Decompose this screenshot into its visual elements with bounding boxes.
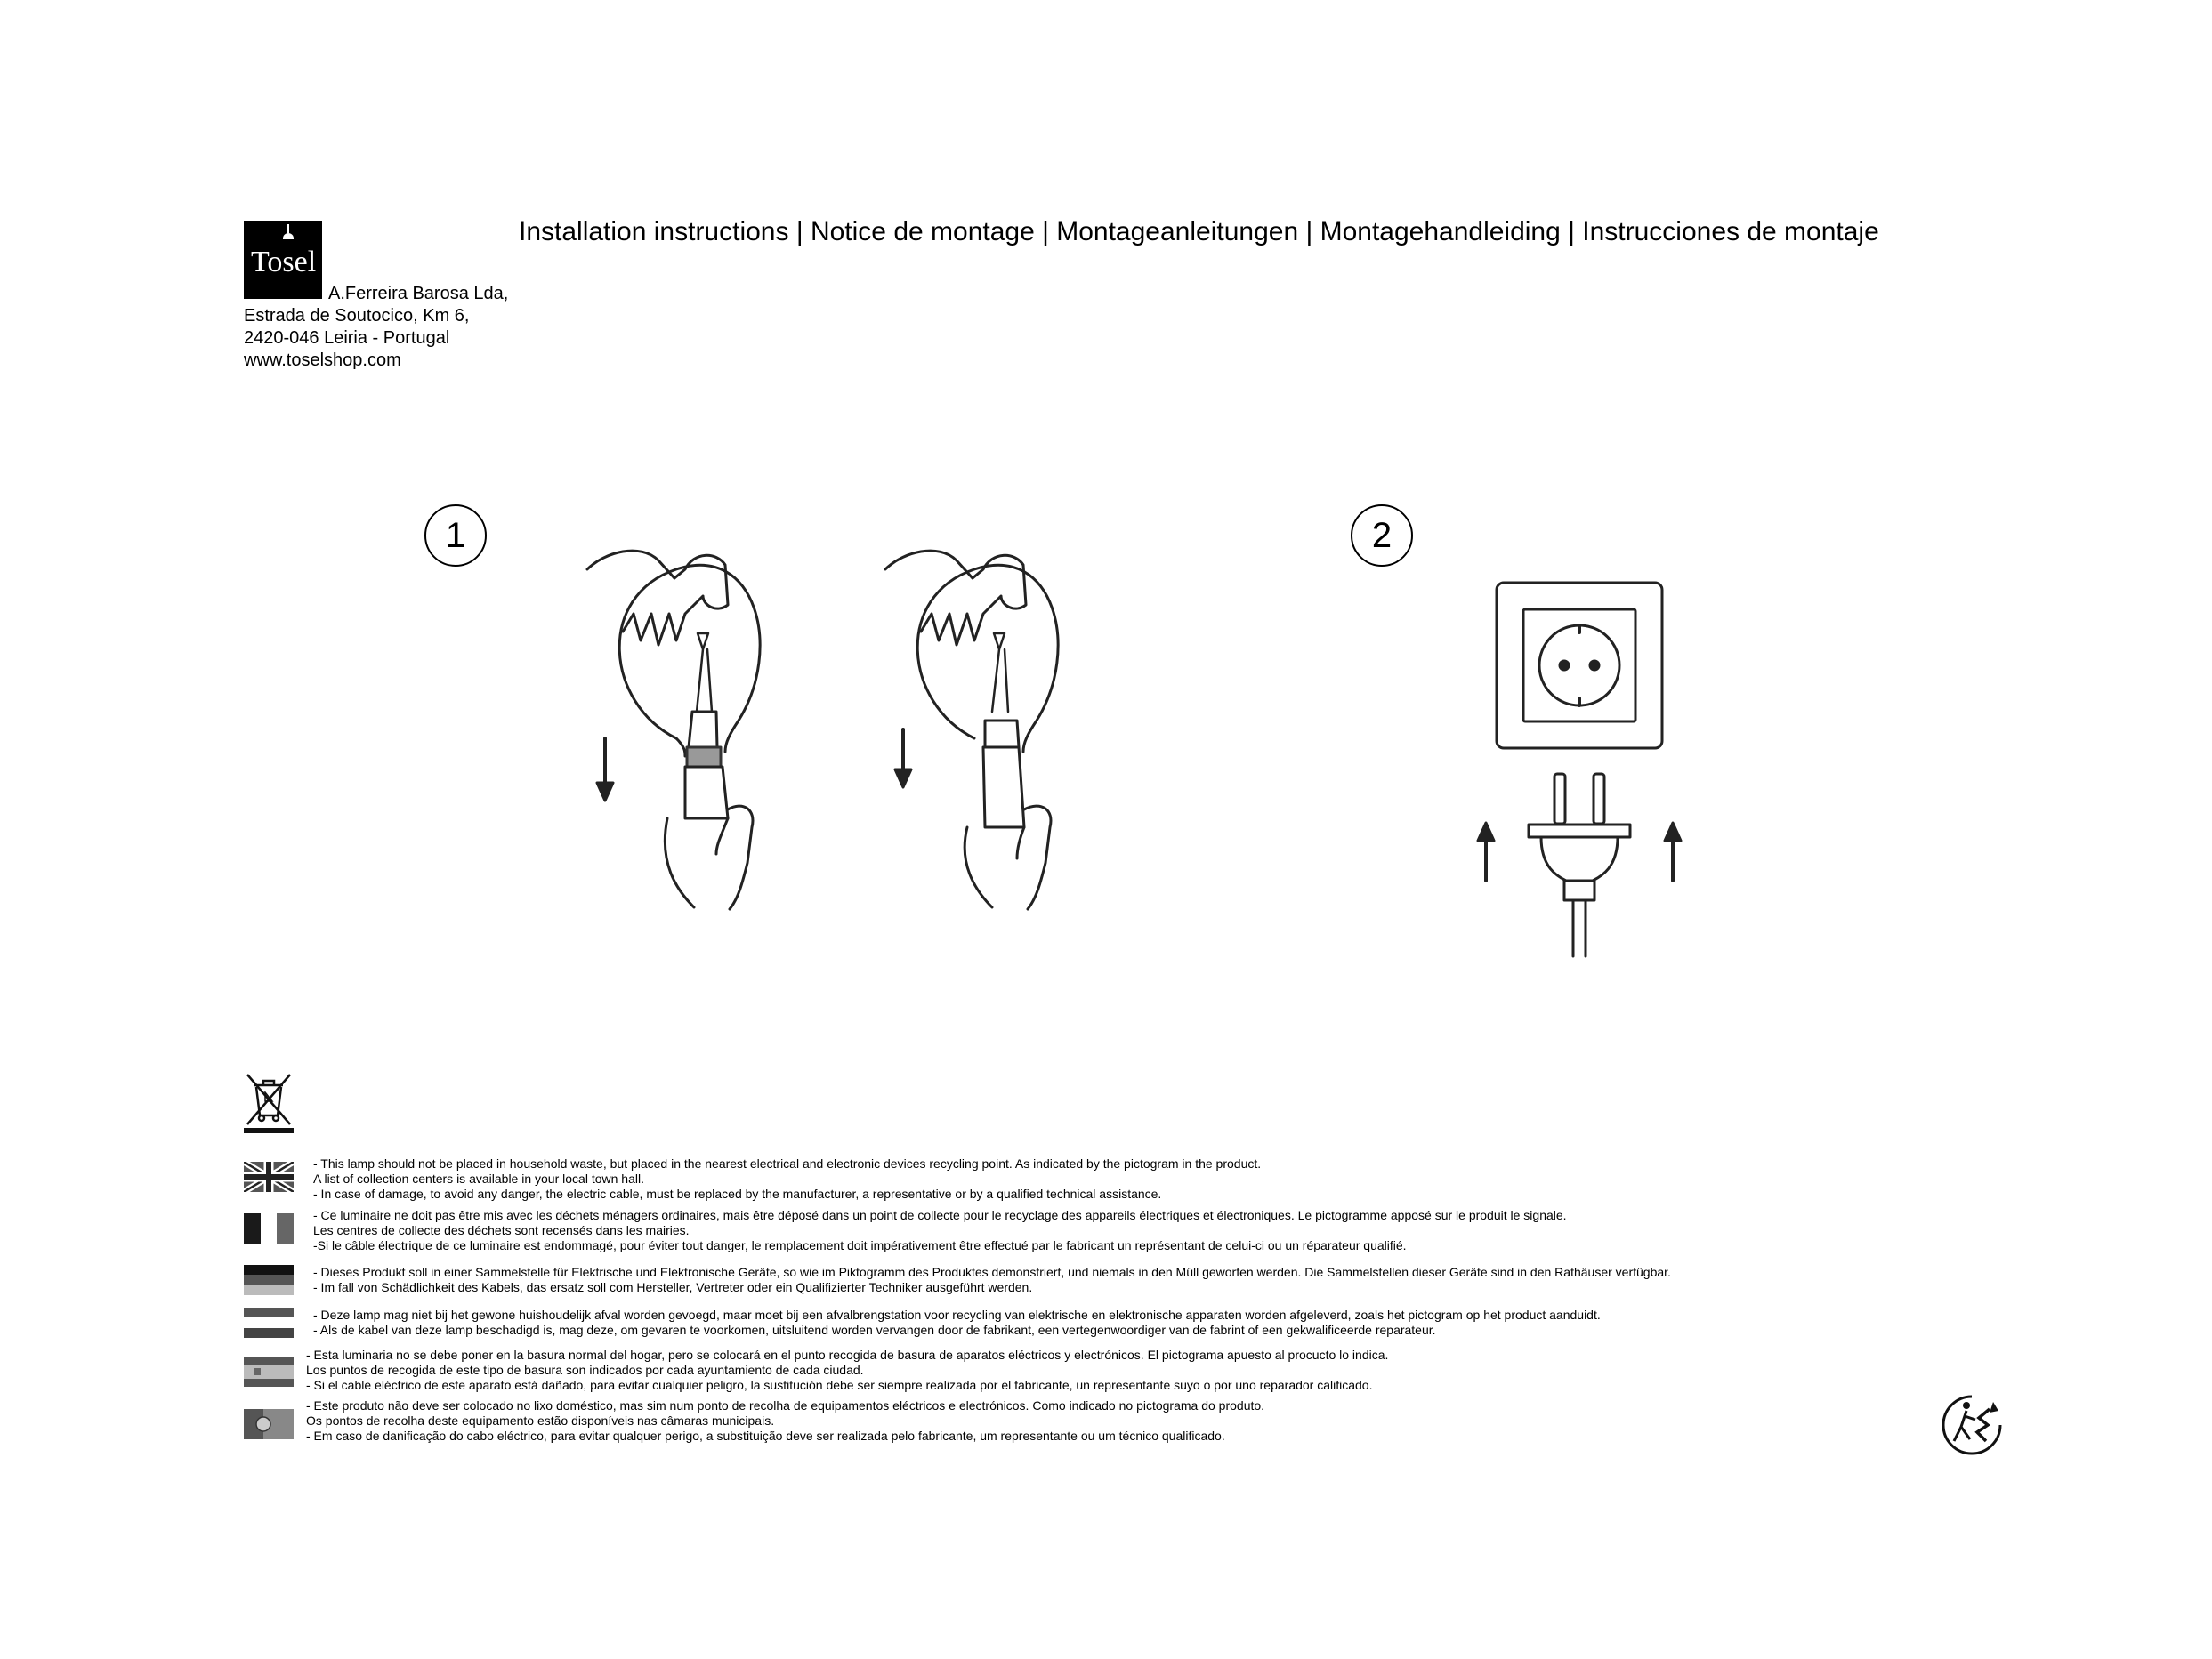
uk-flag-icon [244, 1162, 294, 1192]
bulb-illustration-left [587, 551, 760, 909]
notice-line: - Este produto não deve ser colocado no lixo doméstico, mas sim num ponto de recolha de equipamentos eléctricos e electrónicos. Como indicado no pictograma do produto. [306, 1398, 1265, 1413]
logo-lamp-cord [287, 224, 289, 233]
notice-text [310, 1308, 1601, 1338]
address-line-2: Estrada de Soutocico, Km 6, [244, 306, 470, 326]
step-1-number: 1 [424, 504, 487, 567]
logo-lamp-icon [283, 233, 294, 239]
address-line-1: A.Ferreira Barosa Lda, [328, 284, 509, 303]
notice-line: - Dieses Produkt soll in einer Sammelstelle für Elektrische und Elektronische Geräte, so wie im Piktogramm des Produktes demonstriert, und niemals in den Müll geworfen werden. Die Sammelstellen dieser Geräte sind in den Rathäuser verfügbar. [313, 1265, 1671, 1279]
notice-line: - Deze lamp mag niet bij het gewone huishoudelijk afval worden gevoegd, maar moet bij een afvalbrengstation voor recycling van elektrische en elektronische apparaten worden afgeleverd, zoals het pictogram op het product aanduidt. [313, 1308, 1601, 1322]
crossed-out-wheelie-bin-icon [242, 1071, 295, 1135]
notice-line: A list of collection centers is available in your local town hall. [313, 1172, 644, 1186]
notice-line: Os pontos de recolha deste equipamento estão disponíveis nas câmaras municipais. [306, 1413, 775, 1428]
notice-line: - Ce luminaire ne doit pas être mis avec les déchets ménagers ordinaires, mais être déposé dans un point de collecte pour le recyclage des appareils électriques et électroniques. Le pictogramme apposé sur le produit le signale. [313, 1208, 1567, 1222]
plug-into-socket-illustration [1459, 574, 1708, 965]
bulb-illustration-right [885, 551, 1058, 909]
step-2-number: 2 [1351, 504, 1413, 567]
notice-line: -Si le câble électrique de ce luminaire est endommagé, pour éviter tout danger, le remplacement doit impérativement être effectué par le fabricant un représentant de celui-ci ou un réparateur qualifié. [313, 1238, 1407, 1252]
website-link[interactable]: www.toselshop.com [244, 350, 401, 370]
germany-flag-icon [244, 1265, 294, 1295]
notice-line: - Esta luminaria no se debe poner en la basura normal del hogar, pero se colocará en el punto recogida de basura de aparatos eléctricos y electrónicos. El pictograma apuesto al procucto lo indica. [306, 1348, 1389, 1362]
notice-line: - Em caso de danificação do cabo eléctrico, para evitar qualquer perigo, a substituição deve ser realizada pelo fabricante, um representante ou um técnico qualificado. [306, 1429, 1225, 1443]
page-title: Installation instructions | Notice de montage | Montageanleitungen | Montagehandleiding | Instrucciones de montaje [519, 217, 1879, 246]
france-flag-icon [244, 1213, 294, 1244]
notice-text [306, 1398, 1264, 1444]
address-line-3: 2420-046 Leiria - Portugal [244, 328, 450, 348]
power-plug-icon [1529, 774, 1630, 956]
company-address [244, 283, 508, 372]
wall-socket-icon [1497, 583, 1662, 748]
notice-text [306, 1348, 1388, 1393]
portugal-flag-icon [244, 1409, 294, 1439]
notice-line: - Im fall von Schädlichkeit des Kabels, das ersatz soll com Hersteller, Vertreter oder ein Qualifizierter Techniker ausgeführt werden. [313, 1280, 1033, 1294]
spain-flag-icon [244, 1357, 294, 1387]
notice-line: Los puntos de recogida de este tipo de basura son indicados por cada ayuntamiento de cada ciudad. [306, 1363, 864, 1377]
arrow-up-icon [1478, 823, 1494, 881]
triman-recycling-icon [1940, 1393, 2004, 1457]
notice-text [310, 1156, 1261, 1202]
notice-text [310, 1265, 1671, 1295]
notice-line: - This lamp should not be placed in household waste, but placed in the nearest electrical and electronic devices recycling point. As indicated by the pictogram in the product. [313, 1156, 1262, 1171]
arrow-up-icon [1665, 823, 1681, 881]
notice-line: - In case of damage, to avoid any danger, the electric cable, must be replaced by the manufacturer, a representative or by a qualified technical assistance. [313, 1187, 1162, 1201]
logo-text: Tosel [251, 246, 317, 278]
hand-screwing-bulb-illustration [569, 543, 1139, 916]
notice-line: - Als de kabel van deze lamp beschadigd is, mag deze, om gevaren te voorkomen, uitsluitend worden vervangen door de fabrikant, een vertegenwoordiger van de fabrint of een gekwalificeerde reparateur. [313, 1323, 1436, 1337]
notice-text [310, 1208, 1567, 1253]
notice-line: Les centres de collecte des déchets sont recensés dans les mairies. [313, 1223, 690, 1237]
notice-line: - Si el cable eléctrico de este aparato está dañado, para evitar cualquier peligro, la sustitución debe ser siempre realizada por el fabricante, un representante suyo o por uno reparador calificado. [306, 1378, 1373, 1392]
netherlands-flag-icon [244, 1308, 294, 1338]
